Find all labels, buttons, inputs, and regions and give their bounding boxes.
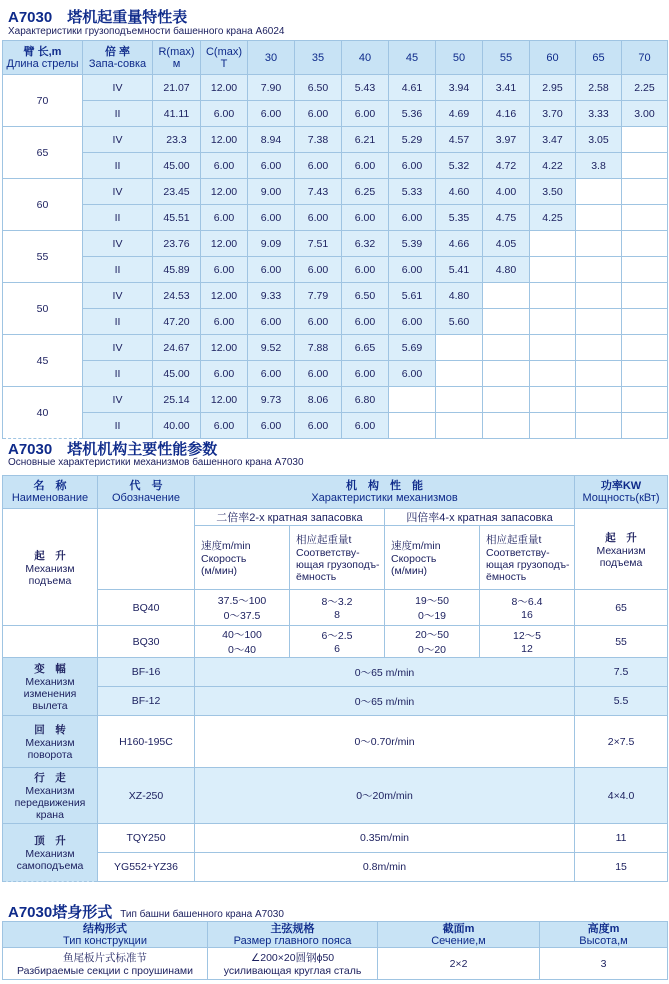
load-value-cell: 6.25: [342, 179, 389, 205]
load-value-cell: 9.00: [248, 179, 295, 205]
cmax-cell: 12.00: [201, 179, 248, 205]
jib-length-cell: 45: [3, 335, 83, 387]
load-value-cell: [622, 153, 668, 179]
reeving-cell: II: [83, 101, 153, 127]
rmax-cell: 21.07: [153, 75, 201, 101]
reeving-cell: IV: [83, 127, 153, 153]
load-value-cell: 4.66: [436, 231, 483, 257]
load-value-cell: [530, 231, 576, 257]
load-value-cell: 7.38: [295, 127, 342, 153]
rmax-cell: 23.3: [153, 127, 201, 153]
load-value-cell: [530, 361, 576, 387]
load-value-cell: 3.97: [483, 127, 530, 153]
reeving-cell: IV: [83, 231, 153, 257]
load-value-cell: 6.80: [342, 387, 389, 413]
load-value-cell: 4.22: [530, 153, 576, 179]
load-value-cell: 4.80: [436, 283, 483, 309]
cmax-cell: 12.00: [201, 335, 248, 361]
reeving-cell: IV: [83, 335, 153, 361]
load-chart-table: [2, 40, 668, 439]
load-value-cell: 4.05: [483, 231, 530, 257]
load-value-cell: [622, 309, 668, 335]
load-chart-row: [3, 283, 668, 309]
jib-length-cell: 40: [3, 387, 83, 439]
cmax-cell: 6.00: [201, 205, 248, 231]
cmax-cell: 12.00: [201, 231, 248, 257]
load-value-cell: 6.00: [389, 153, 436, 179]
reeving-cell: II: [83, 309, 153, 335]
load-value-cell: 9.09: [248, 231, 295, 257]
rmax-cell: 45.51: [153, 205, 201, 231]
radius-header: 55: [483, 41, 530, 75]
load-value-cell: [530, 309, 576, 335]
cmax-cell: 12.00: [201, 75, 248, 101]
hoist-power-label: 起 升 Механизм подъема: [575, 509, 668, 590]
load-value-cell: [436, 413, 483, 439]
load-value-cell: [576, 257, 622, 283]
load-value-cell: 6.00: [342, 309, 389, 335]
reeving-cell: IV: [83, 75, 153, 101]
load-chart-row: [3, 335, 668, 361]
jib-length-cell: 55: [3, 231, 83, 283]
load-value-cell: [576, 387, 622, 413]
load-chart-row: [3, 257, 668, 283]
rmax-cell: 23.76: [153, 231, 201, 257]
hoist-row: BQ40 37.5～100 0～37.5 8～3.2 8 19～50 0～19 8～6.4 16 65: [3, 590, 668, 626]
load-value-cell: 4.00: [483, 179, 530, 205]
load-value-cell: 7.51: [295, 231, 342, 257]
rmax-cell: 40.00: [153, 413, 201, 439]
tower-type-row: 鱼尾板片式标准节 Разбираемые секции с проушинами ∠200×20圆钢ϕ50 усиливающая круглая сталь 2×2 3: [3, 948, 668, 980]
radius-header: 70: [622, 41, 668, 75]
reeving-cell: II: [83, 413, 153, 439]
radius-header: 30: [248, 41, 295, 75]
load-value-cell: 5.69: [389, 335, 436, 361]
load-value-cell: [622, 179, 668, 205]
load-value-cell: 6.00: [342, 101, 389, 127]
load-header: 相应起重量t Соответству- ющая грузоподъ- ёмность: [480, 526, 575, 590]
load-value-cell: 6.00: [389, 257, 436, 283]
load-value-cell: 5.29: [389, 127, 436, 153]
load-value-cell: [530, 257, 576, 283]
tower-type-table: 结构形式 Тип конструкции 主弦规格 Размер главного пояса 截面m Сечение,м 高度m Высота,м 鱼尾板片式标准节 Разбираемые секции с проушинами ∠200×20圆钢ϕ50 усиливающая круглая сталь 2×2 3: [2, 921, 668, 980]
hoist-row: BQ30 40～100 0～40 6～2.5 6 20～50 0～20 12～5 12 55: [3, 626, 668, 658]
load-value-cell: 6.00: [295, 361, 342, 387]
load-value-cell: [576, 413, 622, 439]
name-header: 名 称 Наименование: [3, 476, 98, 509]
load-value-cell: 6.00: [248, 361, 295, 387]
load-value-cell: [436, 335, 483, 361]
travel-row: 行 走 Механизм передвижения крана XZ-250 0～20m/min 4×4.0: [3, 768, 668, 824]
load-value-cell: 9.33: [248, 283, 295, 309]
jib-length-header: 臂 长,m Длина стрелы: [3, 41, 83, 75]
load-value-cell: [622, 231, 668, 257]
rmax-cell: 47.20: [153, 309, 201, 335]
section2-title: A7030 塔机机构主要性能参数: [8, 441, 218, 458]
rmax-cell: 45.89: [153, 257, 201, 283]
cmax-cell: 6.00: [201, 101, 248, 127]
load-value-cell: [576, 283, 622, 309]
luffing-row: 变 幅 Механизм изменения вылета BF-16 0～65 m/min 7.5: [3, 658, 668, 687]
reeving-cell: II: [83, 257, 153, 283]
load-value-cell: 7.43: [295, 179, 342, 205]
reeving-cell: II: [83, 153, 153, 179]
reeving-cell: IV: [83, 179, 153, 205]
load-value-cell: [576, 335, 622, 361]
load-value-cell: [576, 361, 622, 387]
load-value-cell: [436, 361, 483, 387]
load-chart-row: [3, 387, 668, 413]
load-value-cell: [483, 387, 530, 413]
load-value-cell: 6.00: [342, 205, 389, 231]
hoist-code-empty: [98, 509, 195, 590]
section3-subtitle: Тип башни башенного крана А7030: [120, 909, 284, 920]
load-value-cell: 3.00: [622, 101, 668, 127]
four-fall-header: 四倍率4-х кратная запасовка: [385, 509, 575, 526]
load-value-cell: 6.00: [248, 101, 295, 127]
load-value-cell: 4.57: [436, 127, 483, 153]
load-value-cell: 5.35: [436, 205, 483, 231]
climbing-name: 顶 升 Механизм самоподъема: [3, 824, 98, 882]
load-chart-header: [3, 41, 668, 75]
load-value-cell: 6.00: [342, 257, 389, 283]
load-value-cell: 8.06: [295, 387, 342, 413]
load-value-cell: 6.00: [389, 361, 436, 387]
load-value-cell: [622, 127, 668, 153]
mechanism-table: [2, 475, 668, 882]
load-value-cell: 5.39: [389, 231, 436, 257]
load-value-cell: [530, 413, 576, 439]
two-fall-header: 二倍率2-х кратная запасовка: [195, 509, 385, 526]
load-chart-row: [3, 205, 668, 231]
radius-header: 50: [436, 41, 483, 75]
radius-header: 35: [295, 41, 342, 75]
load-value-cell: 4.16: [483, 101, 530, 127]
load-value-cell: 6.00: [248, 153, 295, 179]
load-value-cell: 6.00: [295, 205, 342, 231]
load-chart-row: [3, 127, 668, 153]
load-value-cell: 3.47: [530, 127, 576, 153]
cmax-cell: 6.00: [201, 257, 248, 283]
jib-length-cell: 60: [3, 179, 83, 231]
rmax-cell: 23.45: [153, 179, 201, 205]
load-value-cell: 4.60: [436, 179, 483, 205]
load-value-cell: 8.94: [248, 127, 295, 153]
load-value-cell: 6.00: [248, 413, 295, 439]
load-value-cell: 3.50: [530, 179, 576, 205]
load-chart-row: [3, 413, 668, 439]
load-value-cell: [483, 283, 530, 309]
climbing-row: 顶 升 Механизм самоподъема TQY250 0.35m/min 11: [3, 824, 668, 853]
load-value-cell: 7.90: [248, 75, 295, 101]
cmax-cell: 6.00: [201, 309, 248, 335]
load-value-cell: [576, 205, 622, 231]
load-value-cell: 2.95: [530, 75, 576, 101]
load-value-cell: [483, 335, 530, 361]
load-value-cell: 5.32: [436, 153, 483, 179]
load-value-cell: 6.00: [389, 205, 436, 231]
load-value-cell: 9.52: [248, 335, 295, 361]
luffing-name: 变 幅 Механизм изменения вылета: [3, 658, 98, 716]
jib-length-cell: 70: [3, 75, 83, 127]
rmax-cell: 24.53: [153, 283, 201, 309]
load-value-cell: 3.41: [483, 75, 530, 101]
load-value-cell: [483, 413, 530, 439]
rmax-cell: 45.00: [153, 153, 201, 179]
load-value-cell: 4.25: [530, 205, 576, 231]
load-value-cell: [622, 361, 668, 387]
load-value-cell: 6.00: [248, 257, 295, 283]
rmax-header: R(max) м: [153, 41, 201, 75]
jib-length-cell: 50: [3, 283, 83, 335]
load-value-cell: 2.25: [622, 75, 668, 101]
load-value-cell: 9.73: [248, 387, 295, 413]
load-value-cell: [530, 335, 576, 361]
load-value-cell: [389, 387, 436, 413]
load-value-cell: [483, 309, 530, 335]
luffing-row: BF-12 0～65 m/min 5.5: [3, 687, 668, 716]
load-value-cell: 6.65: [342, 335, 389, 361]
load-value-cell: 6.00: [295, 309, 342, 335]
load-chart-row: [3, 75, 668, 101]
jib-length-cell: 65: [3, 127, 83, 179]
load-value-cell: 4.61: [389, 75, 436, 101]
travel-name: 行 走 Механизм передвижения крана: [3, 768, 98, 824]
load-value-cell: [622, 283, 668, 309]
load-value-cell: 5.60: [436, 309, 483, 335]
load-value-cell: [530, 387, 576, 413]
load-value-cell: [389, 413, 436, 439]
load-value-cell: 6.00: [295, 257, 342, 283]
reeving-cell: IV: [83, 283, 153, 309]
reeving-cell: II: [83, 361, 153, 387]
slewing-row: 回 转 Механизм поворота H160-195C 0～0.70r/min 2×7.5: [3, 716, 668, 768]
load-value-cell: 6.21: [342, 127, 389, 153]
rmax-cell: 45.00: [153, 361, 201, 387]
cmax-cell: 6.00: [201, 153, 248, 179]
load-value-cell: 5.43: [342, 75, 389, 101]
reeving-cell: II: [83, 205, 153, 231]
load-value-cell: 6.50: [295, 75, 342, 101]
load-value-cell: [483, 361, 530, 387]
load-value-cell: [622, 413, 668, 439]
load-value-cell: 5.41: [436, 257, 483, 283]
load-value-cell: 4.80: [483, 257, 530, 283]
load-value-cell: 7.79: [295, 283, 342, 309]
load-chart-row: [3, 309, 668, 335]
load-value-cell: 3.8: [576, 153, 622, 179]
cmax-header: C(max) T: [201, 41, 248, 75]
performance-header: 机 构 性 能 Характеристики механизмов: [195, 476, 575, 509]
section3-title: A7030塔身形式 Тип башни башенного крана А7030: [8, 904, 284, 921]
cmax-cell: 12.00: [201, 127, 248, 153]
radius-header: 40: [342, 41, 389, 75]
section1-title: A7030 塔机起重量特性表: [8, 9, 188, 26]
load-chart-row: [3, 101, 668, 127]
load-value-cell: 2.58: [576, 75, 622, 101]
radius-header: 65: [576, 41, 622, 75]
cmax-cell: 12.00: [201, 283, 248, 309]
cmax-cell: 12.00: [201, 387, 248, 413]
load-header: 相应起重量t Соответству- ющая грузоподъ- ёмность: [290, 526, 385, 590]
load-value-cell: [576, 231, 622, 257]
rmax-cell: 41.11: [153, 101, 201, 127]
speed-header: 速度m/min Скорость (м/мин): [385, 526, 480, 590]
load-value-cell: 5.33: [389, 179, 436, 205]
radius-header: 60: [530, 41, 576, 75]
load-value-cell: 3.70: [530, 101, 576, 127]
load-chart-row: [3, 179, 668, 205]
load-value-cell: 3.94: [436, 75, 483, 101]
load-chart-row: [3, 231, 668, 257]
slewing-name: 回 转 Механизм поворота: [3, 716, 98, 768]
section2-subtitle: Основные характеристики механизмов башенного крана А7030: [8, 457, 304, 468]
load-value-cell: [622, 335, 668, 361]
reeving-header: 倍 率 Запа-совка: [83, 41, 153, 75]
load-value-cell: [576, 309, 622, 335]
rmax-cell: 25.14: [153, 387, 201, 413]
load-value-cell: 6.50: [342, 283, 389, 309]
load-value-cell: [622, 257, 668, 283]
load-chart-row: [3, 361, 668, 387]
load-value-cell: 4.69: [436, 101, 483, 127]
hoist-name-cell: 起 升 Механизм подъема: [3, 509, 98, 626]
load-value-cell: 3.33: [576, 101, 622, 127]
cmax-cell: 6.00: [201, 361, 248, 387]
radius-header: 45: [389, 41, 436, 75]
reeving-cell: IV: [83, 387, 153, 413]
load-value-cell: 6.00: [389, 309, 436, 335]
load-value-cell: 6.00: [295, 101, 342, 127]
load-value-cell: [622, 387, 668, 413]
load-chart-row: [3, 153, 668, 179]
load-value-cell: 7.88: [295, 335, 342, 361]
load-value-cell: 6.00: [342, 413, 389, 439]
load-value-cell: 6.00: [342, 153, 389, 179]
load-value-cell: 6.00: [248, 309, 295, 335]
load-value-cell: 5.36: [389, 101, 436, 127]
cmax-cell: 6.00: [201, 413, 248, 439]
load-value-cell: 6.00: [342, 361, 389, 387]
load-value-cell: [436, 387, 483, 413]
rmax-cell: 24.67: [153, 335, 201, 361]
load-value-cell: 6.00: [295, 413, 342, 439]
power-header: 功率KW Мощность(кВт): [575, 476, 668, 509]
section1-subtitle: Характеристики грузоподъемности башенного крана А6024: [8, 26, 285, 37]
load-value-cell: 3.05: [576, 127, 622, 153]
load-value-cell: [530, 283, 576, 309]
load-value-cell: 4.72: [483, 153, 530, 179]
code-header: 代 号 Обозначение: [98, 476, 195, 509]
load-value-cell: 6.32: [342, 231, 389, 257]
climbing-row: YG552+YZ36 0.8m/min 15: [3, 853, 668, 882]
speed-header: 速度m/min Скорость (м/мин): [195, 526, 290, 590]
load-value-cell: 5.61: [389, 283, 436, 309]
load-value-cell: 6.00: [248, 205, 295, 231]
load-value-cell: 4.75: [483, 205, 530, 231]
load-value-cell: [622, 205, 668, 231]
load-value-cell: [576, 179, 622, 205]
load-value-cell: 6.00: [295, 153, 342, 179]
